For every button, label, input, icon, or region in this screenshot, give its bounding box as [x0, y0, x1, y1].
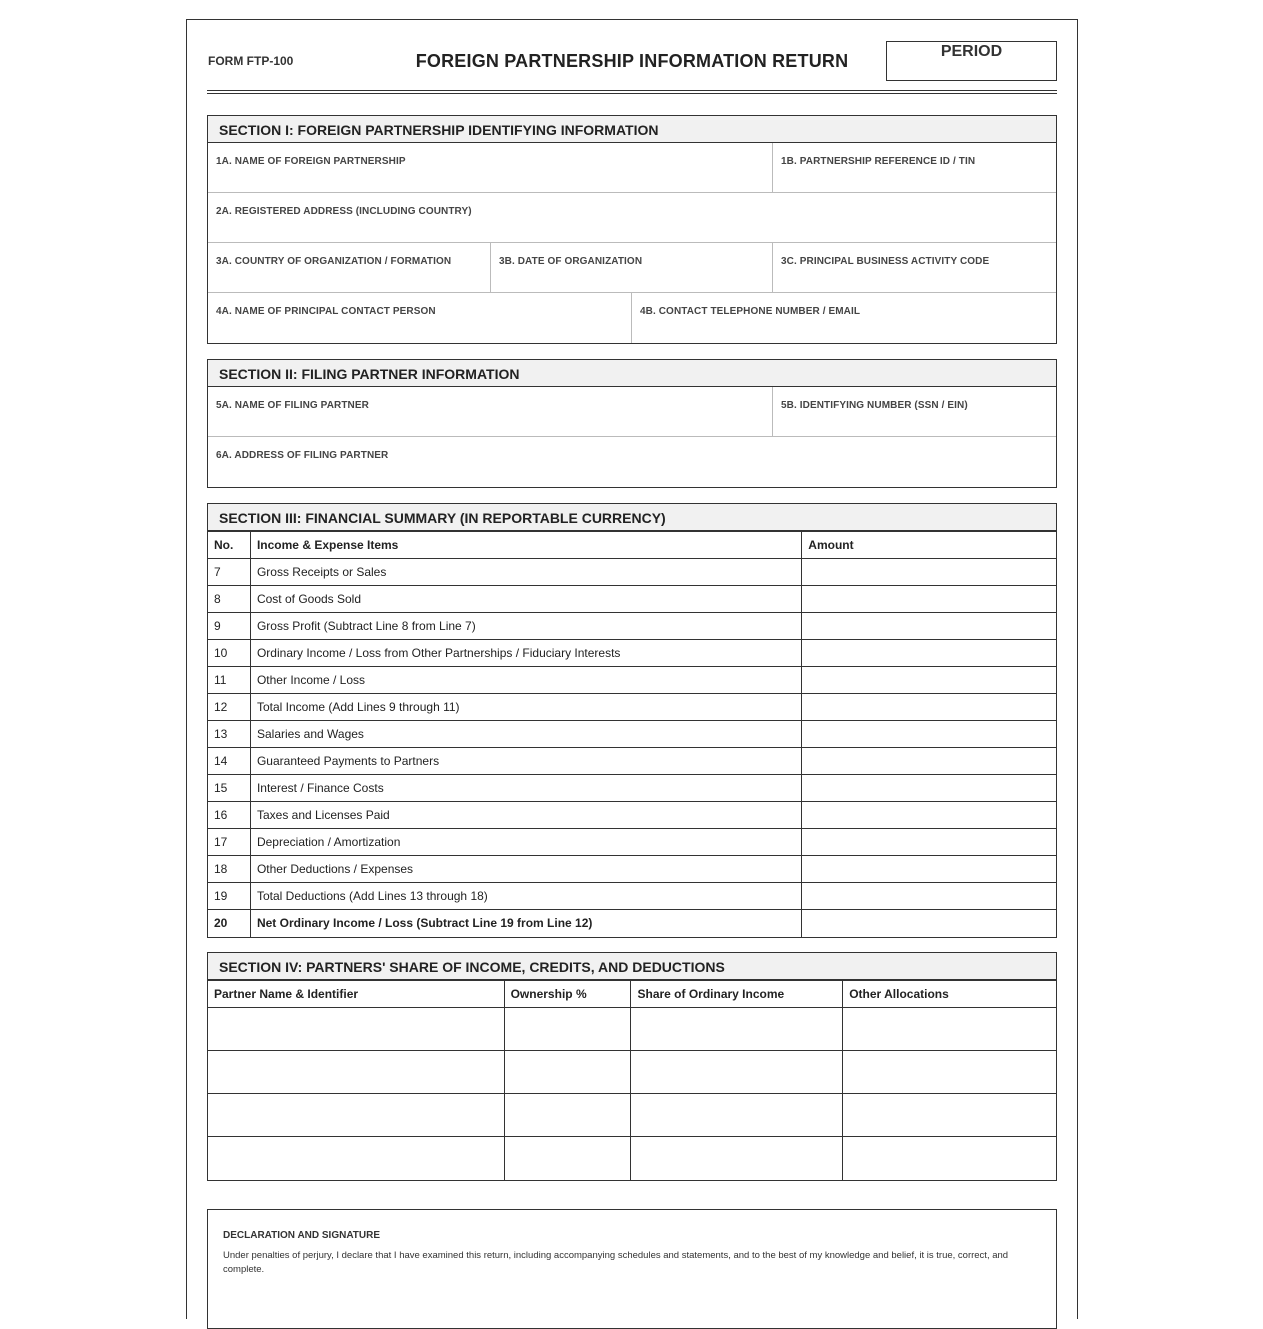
amount-cell[interactable]	[802, 640, 1057, 667]
ownership-cell[interactable]	[504, 1094, 631, 1137]
amount-cell[interactable]	[802, 910, 1057, 937]
line-number: 10	[208, 640, 251, 667]
field-6a[interactable]	[208, 437, 1056, 487]
amount-cell[interactable]	[802, 721, 1057, 748]
form-page	[186, 19, 1078, 1319]
section-3-title: SECTION III: FINANCIAL SUMMARY (IN REPORTABLE CURRENCY)	[208, 504, 1056, 531]
amount-cell[interactable]	[802, 775, 1057, 802]
declaration-box	[207, 1209, 1057, 1329]
line-item-label: Cost of Goods Sold	[250, 586, 801, 613]
declaration-title: DECLARATION AND SIGNATURE	[223, 1230, 381, 1241]
field-3b[interactable]	[491, 243, 773, 292]
amount-cell[interactable]	[802, 559, 1057, 586]
share-cell[interactable]	[631, 1008, 843, 1051]
form-title: FOREIGN PARTNERSHIP INFORMATION RETURN	[415, 51, 849, 71]
section-1	[207, 115, 1057, 344]
table-row	[208, 1094, 1057, 1137]
line-number: 9	[208, 613, 251, 640]
table-row	[208, 613, 1057, 640]
line-number: 20	[208, 910, 251, 937]
field-1a-label: 1A. NAME OF FOREIGN PARTNERSHIP	[216, 156, 406, 167]
table-row	[208, 748, 1057, 775]
table-header-row	[208, 532, 1057, 559]
line-number: 11	[208, 667, 251, 694]
table-row	[208, 883, 1057, 910]
line-item-label: Gross Profit (Subtract Line 8 from Line 7)	[250, 613, 801, 640]
amount-cell[interactable]	[802, 667, 1057, 694]
field-5a-label: 5A. NAME OF FILING PARTNER	[216, 400, 369, 411]
line-number: 8	[208, 586, 251, 613]
partner-name-cell[interactable]	[208, 1137, 505, 1180]
amount-cell[interactable]	[802, 613, 1057, 640]
other-allocations-cell[interactable]	[843, 1051, 1057, 1094]
table-row	[208, 586, 1057, 613]
field-3a-label: 3A. COUNTRY OF ORGANIZATION / FORMATION	[216, 256, 452, 267]
line-item-label: Net Ordinary Income / Loss (Subtract Line 19 from Line 12)	[250, 910, 801, 937]
field-4b[interactable]	[632, 293, 1056, 343]
amount-cell[interactable]	[802, 586, 1057, 613]
section-4-title: SECTION IV: PARTNERS' SHARE OF INCOME, CREDITS, AND DEDUCTIONS	[208, 953, 1056, 980]
table-row	[208, 1051, 1057, 1094]
period-label: PERIOD	[940, 43, 1003, 60]
partner-name-cell[interactable]	[208, 1008, 505, 1051]
line-item-label: Other Deductions / Expenses	[250, 856, 801, 883]
line-item-label: Taxes and Licenses Paid	[250, 802, 801, 829]
line-item-label: Guaranteed Payments to Partners	[250, 748, 801, 775]
line-number: 13	[208, 721, 251, 748]
financial-summary-table	[207, 531, 1057, 937]
line-number: 7	[208, 559, 251, 586]
table-row	[208, 829, 1057, 856]
table-row	[208, 1008, 1057, 1051]
field-4a-label: 4A. NAME OF PRINCIPAL CONTACT PERSON	[216, 306, 436, 317]
other-allocations-cell[interactable]	[843, 1094, 1057, 1137]
line-number: 15	[208, 775, 251, 802]
amount-cell[interactable]	[802, 883, 1057, 910]
table-row	[208, 910, 1057, 937]
field-3a[interactable]	[208, 243, 491, 292]
field-6a-label: 6A. ADDRESS OF FILING PARTNER	[216, 450, 389, 461]
line-item-label: Gross Receipts or Sales	[250, 559, 801, 586]
table-row	[208, 802, 1057, 829]
column-header-amount: Amount	[802, 532, 1057, 559]
table-row	[208, 721, 1057, 748]
table-row	[208, 559, 1057, 586]
field-4b-label: 4B. CONTACT TELEPHONE NUMBER / EMAIL	[640, 306, 861, 317]
other-allocations-cell[interactable]	[843, 1008, 1057, 1051]
column-header-other: Other Allocations	[843, 981, 1057, 1008]
line-item-label: Total Income (Add Lines 9 through 11)	[250, 694, 801, 721]
table-row	[208, 694, 1057, 721]
field-5b-label: 5B. IDENTIFYING NUMBER (SSN / EIN)	[781, 400, 968, 411]
field-1b-label: 1B. PARTNERSHIP REFERENCE ID / TIN	[781, 156, 976, 167]
table-row	[208, 775, 1057, 802]
field-3c[interactable]	[773, 243, 1056, 292]
line-number: 18	[208, 856, 251, 883]
share-cell[interactable]	[631, 1137, 843, 1180]
line-item-label: Salaries and Wages	[250, 721, 801, 748]
period-box[interactable]	[886, 41, 1057, 81]
line-item-label: Other Income / Loss	[250, 667, 801, 694]
field-1a[interactable]	[208, 143, 773, 192]
field-5b[interactable]	[773, 387, 1056, 436]
share-cell[interactable]	[631, 1051, 843, 1094]
partner-name-cell[interactable]	[208, 1094, 505, 1137]
amount-cell[interactable]	[802, 748, 1057, 775]
line-item-label: Total Deductions (Add Lines 13 through 18)	[250, 883, 801, 910]
table-header-row	[208, 981, 1057, 1008]
line-item-label: Ordinary Income / Loss from Other Partnerships / Fiduciary Interests	[250, 640, 801, 667]
form-header	[207, 20, 1057, 92]
field-1b[interactable]	[773, 143, 1056, 192]
line-number: 12	[208, 694, 251, 721]
line-item-label: Interest / Finance Costs	[250, 775, 801, 802]
line-item-label: Depreciation / Amortization	[250, 829, 801, 856]
table-row	[208, 640, 1057, 667]
declaration-text: Under penalties of perjury, I declare that I have examined this return, including accompanying schedules and statements, and to the best of my knowledge and belief, it is true, correct, and complete.	[223, 1250, 1009, 1275]
other-allocations-cell[interactable]	[843, 1137, 1057, 1180]
section-2	[207, 359, 1057, 488]
ownership-cell[interactable]	[504, 1137, 631, 1180]
table-row	[208, 856, 1057, 883]
field-2a-label: 2A. REGISTERED ADDRESS (INCLUDING COUNTRY)	[216, 206, 472, 217]
column-header-partner: Partner Name & Identifier	[208, 981, 505, 1008]
ownership-cell[interactable]	[504, 1051, 631, 1094]
field-4a[interactable]	[208, 293, 632, 343]
section-3	[207, 503, 1057, 938]
column-header-share: Share of Ordinary Income	[631, 981, 843, 1008]
table-row	[208, 667, 1057, 694]
amount-cell[interactable]	[802, 694, 1057, 721]
field-5a[interactable]	[208, 387, 773, 436]
column-header-ownership: Ownership %	[504, 981, 631, 1008]
line-number: 16	[208, 802, 251, 829]
field-2a[interactable]	[208, 193, 1056, 242]
amount-cell[interactable]	[802, 829, 1057, 856]
line-number: 14	[208, 748, 251, 775]
ownership-cell[interactable]	[504, 1008, 631, 1051]
field-3c-label: 3C. PRINCIPAL BUSINESS ACTIVITY CODE	[781, 256, 990, 267]
amount-cell[interactable]	[802, 802, 1057, 829]
section-1-title: SECTION I: FOREIGN PARTNERSHIP IDENTIFYING INFORMATION	[208, 116, 1056, 143]
section-2-title: SECTION II: FILING PARTNER INFORMATION	[208, 360, 1056, 387]
form-number: FORM FTP-100	[208, 54, 294, 68]
partners-share-table	[207, 980, 1057, 1180]
section-4	[207, 952, 1057, 1181]
header-double-rule	[207, 90, 1057, 94]
partner-name-cell[interactable]	[208, 1051, 505, 1094]
column-header-item: Income & Expense Items	[250, 532, 801, 559]
line-number: 19	[208, 883, 251, 910]
share-cell[interactable]	[631, 1094, 843, 1137]
table-row	[208, 1137, 1057, 1180]
column-header-no: No.	[208, 532, 251, 559]
field-3b-label: 3B. DATE OF ORGANIZATION	[499, 256, 643, 267]
line-number: 17	[208, 829, 251, 856]
amount-cell[interactable]	[802, 856, 1057, 883]
